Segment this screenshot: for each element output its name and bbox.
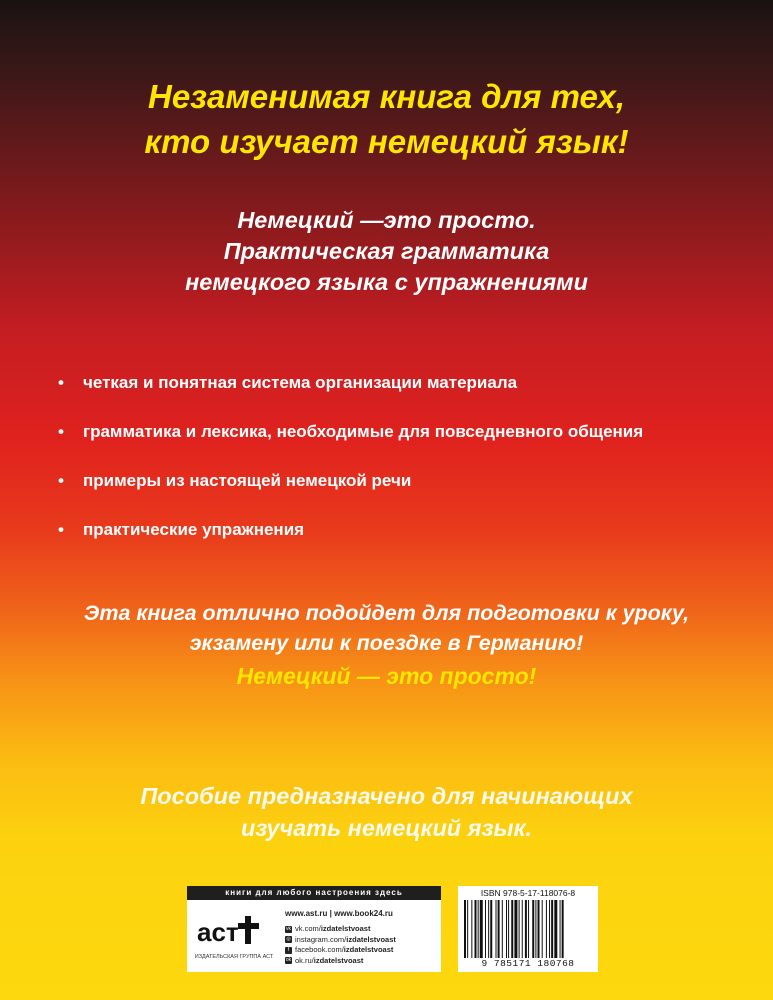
barcode-stripe <box>562 900 564 958</box>
promo-line-2: экзамену или к поездке в Германию! <box>189 631 584 655</box>
promo-text <box>0 598 773 658</box>
barcode-stripe <box>467 900 468 958</box>
barcode-stripe <box>525 900 527 958</box>
promo-accent: Немецкий — это просто! <box>236 663 537 689</box>
isbn-number: ISBN 978-5-17-118076-8 <box>480 888 576 898</box>
feature-item <box>58 519 758 568</box>
barcode-stripe <box>488 900 489 958</box>
social-handle: izdatelstvoast <box>313 955 364 965</box>
bullet-marker: • <box>58 520 64 539</box>
barcode-stripe <box>471 900 472 958</box>
publisher-block <box>187 886 441 972</box>
audience-line-1: Пособие предназначено для начинающих <box>140 783 633 809</box>
barcode-stripe <box>549 900 550 958</box>
barcode-stripe <box>514 900 517 958</box>
subtitle-line-3: немецкого языка с упражнениями <box>185 269 588 295</box>
barcode-bars <box>464 900 592 958</box>
vk-icon: vk <box>286 925 291 932</box>
barcode-stripe <box>478 900 479 958</box>
instagram-icon: ◎ <box>286 936 291 943</box>
barcode-stripe <box>522 900 523 958</box>
barcode-stripe <box>490 900 492 958</box>
barcode-stripe <box>480 900 483 958</box>
barcode-stripe <box>502 900 503 958</box>
barcode-stripe <box>554 900 557 958</box>
social-handle: izdatelstvoast <box>343 945 394 954</box>
bullet-marker: • <box>58 471 64 490</box>
barcode-stripe <box>535 900 536 958</box>
barcode-stripe <box>496 900 497 958</box>
odnoklassniki-icon: ok <box>285 957 292 964</box>
barcode-stripe <box>508 900 509 958</box>
audience-line-2: изучать немецкий язык. <box>240 815 533 841</box>
feature-text: четкая и понятная система организации материала <box>83 373 518 392</box>
barcode-stripe <box>464 900 466 958</box>
feature-item <box>58 470 758 519</box>
publisher-caption: ИЗДАТЕЛЬСКАЯ ГРУППА АСТ <box>194 954 274 960</box>
feature-text: примеры из настоящей немецкой речи <box>83 471 412 490</box>
social-prefix: facebook.com/ <box>295 945 344 954</box>
social-handle: izdatelstvoast <box>320 924 371 933</box>
publisher-banner: книги для любого настроения здесь <box>187 886 441 900</box>
publisher-logo-text: аст <box>197 917 239 947</box>
barcode-stripe <box>528 900 529 958</box>
feature-list <box>58 372 758 568</box>
publisher-websites[interactable]: www.ast.ru | www.book24.ru <box>285 909 393 918</box>
barcode-stripe <box>542 900 543 958</box>
feature-item <box>58 421 758 470</box>
barcode-stripe <box>485 900 486 958</box>
social-prefix: ok.ru/ <box>295 955 314 965</box>
headline <box>0 74 773 164</box>
barcode-digits: 9 785171 180768 <box>481 958 575 969</box>
facebook-icon: f <box>285 947 292 954</box>
promo-line-1: Эта книга отлично подойдет для подготовки к уроку, <box>83 601 690 625</box>
social-link-vk[interactable] <box>285 924 441 935</box>
book-subtitle <box>0 205 773 298</box>
social-prefix: instagram.com/ <box>295 934 347 944</box>
audience-note <box>0 780 773 844</box>
barcode-stripe <box>560 900 561 958</box>
feature-text: грамматика и лексика, необходимые для повседневного общения <box>83 422 644 441</box>
isbn-barcode <box>458 886 598 972</box>
social-link-odnoklassniki[interactable] <box>285 956 441 967</box>
barcode-stripe <box>546 900 547 958</box>
subtitle-line-2: Практическая грамматика <box>223 238 550 264</box>
barcode-stripe <box>532 900 534 958</box>
social-handle: izdatelstvoast <box>346 934 396 944</box>
barcode-stripe <box>511 900 513 958</box>
headline-line-1: Незаменимая книга для тех, <box>148 78 625 115</box>
headline-line-2: кто изучает немецкий язык! <box>144 123 629 160</box>
publisher-logo <box>193 910 267 948</box>
barcode-stripe <box>475 900 477 958</box>
feature-item <box>58 372 758 421</box>
feature-text: практические упражнения <box>83 520 305 539</box>
bullet-marker: • <box>58 373 64 392</box>
social-link-facebook[interactable] <box>285 945 441 956</box>
social-prefix: vk.com/ <box>295 924 321 933</box>
bullet-marker: • <box>58 422 64 441</box>
subtitle-line-1: Немецкий —это просто. <box>237 207 536 233</box>
barcode-stripe <box>551 900 553 958</box>
barcode-stripe <box>538 900 540 958</box>
social-link-instagram[interactable] <box>285 935 441 946</box>
barcode-stripe <box>519 900 520 958</box>
publisher-links <box>285 908 441 966</box>
barcode-stripe <box>506 900 507 958</box>
barcode-stripe <box>498 900 500 958</box>
